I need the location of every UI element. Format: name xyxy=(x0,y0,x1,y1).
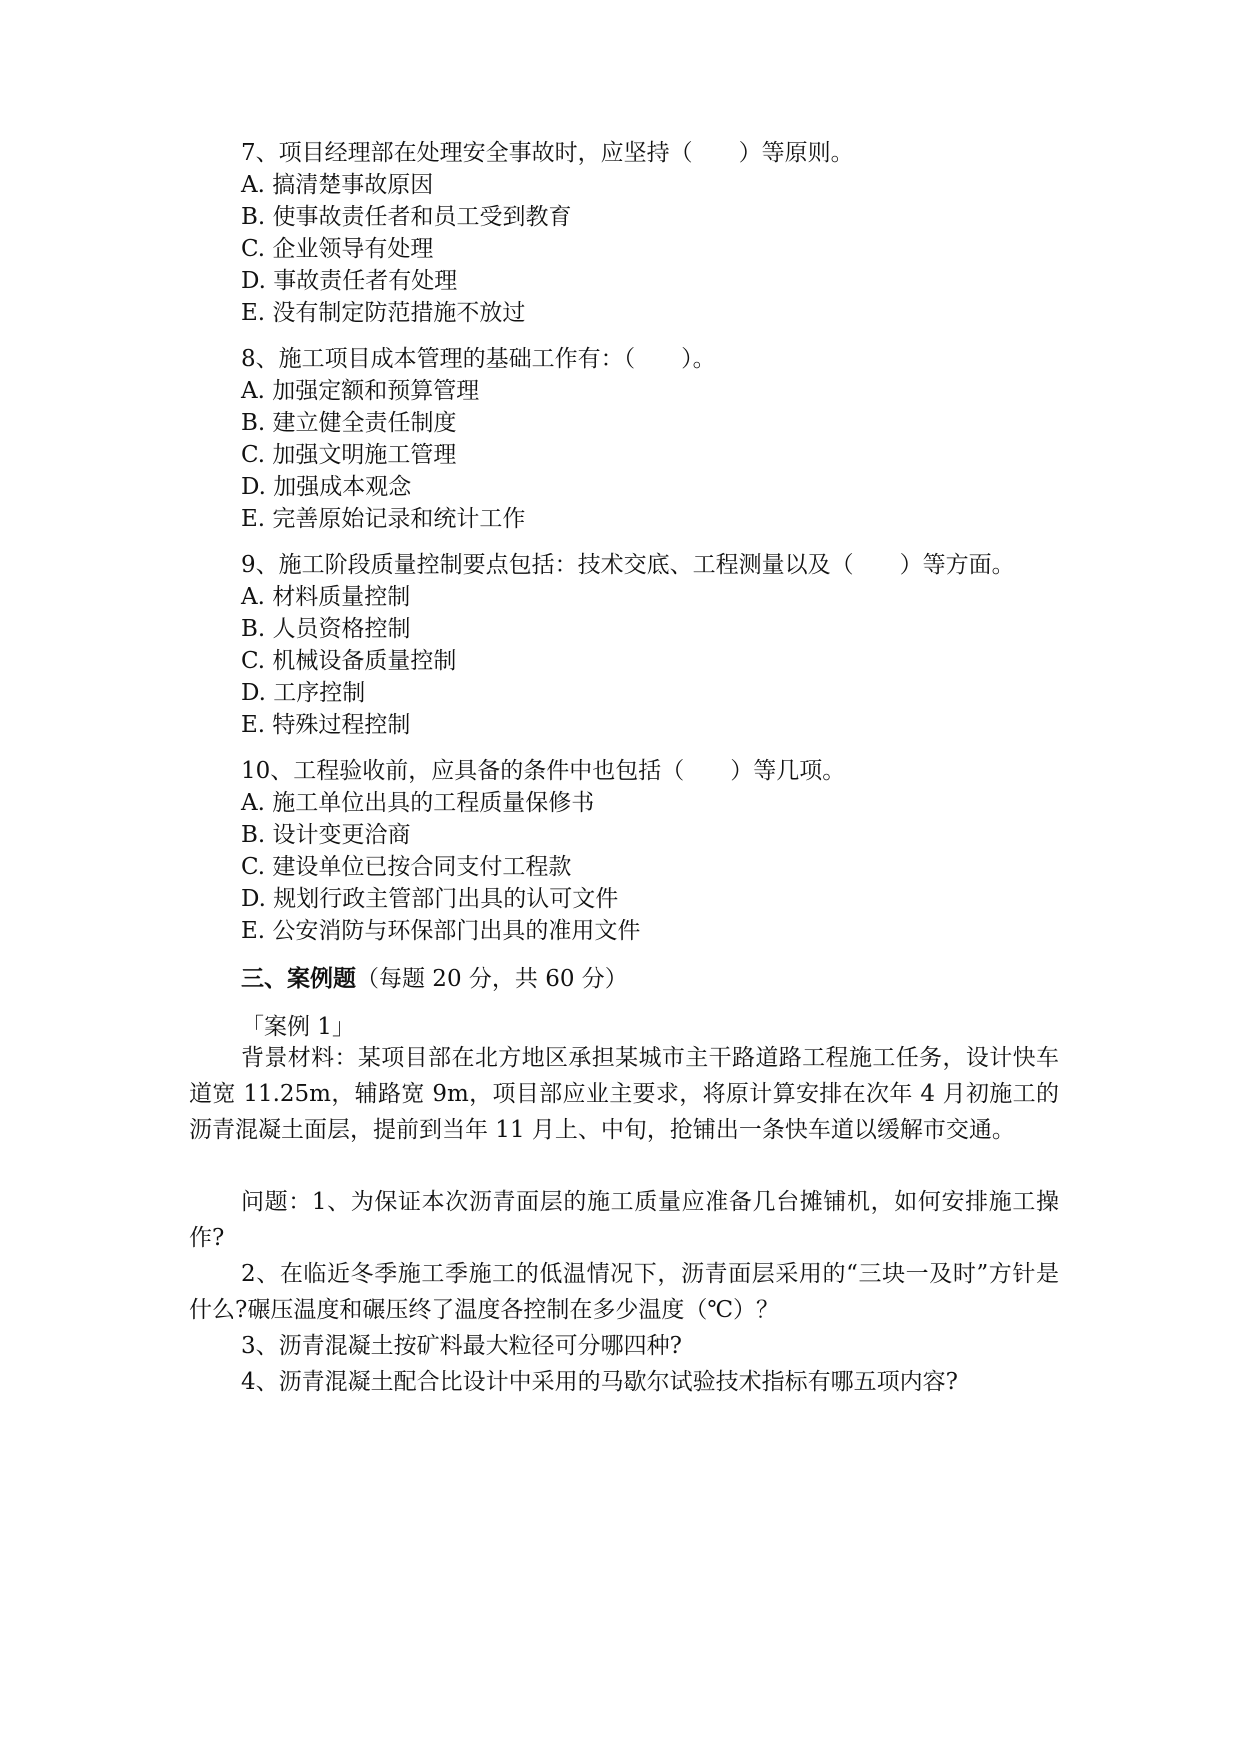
question-8-option-c: C. 加强文明施工管理 xyxy=(241,442,457,468)
question-10-option-c: C. 建设单位已按合同支付工程款 xyxy=(241,854,572,880)
question-7-option-d: D. 事故责任者有处理 xyxy=(241,268,458,294)
question-9-stem: 9、施工阶段质量控制要点包括：技术交底、工程测量以及（ ）等方面。 xyxy=(241,552,1015,578)
case-1-question-4: 4、沥青混凝土配合比设计中采用的马歇尔试验技术指标有哪五项内容? xyxy=(241,1369,958,1395)
case-1-background: 背景材料：某项目部在北方地区承担某城市主干路道路工程施工任务，设计快车道宽 11.25m，辅路宽 9m，项目部应业主要求，将原计算安排在次年 4 月初施工的沥青混凝土面层，提前到当年 11 月上、中旬，抢铺出一条快车道以缓解市交通。 xyxy=(189,1045,1059,1143)
case-1-question-3: 3、沥青混凝土按矿料最大粒径可分哪四种? xyxy=(241,1333,682,1359)
question-7-option-a: A. 搞清楚事故原因 xyxy=(241,172,434,198)
case-1-label: 「案例 1」 xyxy=(241,1014,355,1040)
question-8-option-d: D. 加强成本观念 xyxy=(241,474,412,500)
question-7-option-c: C. 企业领导有处理 xyxy=(241,236,434,262)
case-1-question-1: 问题：1、为保证本次沥青面层的施工质量应准备几台摊铺机，如何安排施工操作? xyxy=(189,1189,1059,1251)
question-7-option-e: E. 没有制定防范措施不放过 xyxy=(241,300,526,326)
question-9-option-b: B. 人员资格控制 xyxy=(241,616,411,642)
section-3-heading xyxy=(241,964,628,994)
question-10-option-b: B. 设计变更洽商 xyxy=(241,822,411,848)
question-7-option-b: B. 使事故责任者和员工受到教育 xyxy=(241,204,572,230)
section-3-title: 三、案例题 xyxy=(241,966,356,992)
question-10-option-e: E. 公安消防与环保部门出具的准用文件 xyxy=(241,918,641,944)
question-9-option-c: C. 机械设备质量控制 xyxy=(241,648,457,674)
question-9-option-e: E. 特殊过程控制 xyxy=(241,712,411,738)
question-8-option-e: E. 完善原始记录和统计工作 xyxy=(241,506,526,532)
question-10-stem: 10、工程验收前，应具备的条件中也包括（ ）等几项。 xyxy=(241,758,846,784)
question-10-option-d: D. 规划行政主管部门出具的认可文件 xyxy=(241,886,619,912)
question-10-option-a: A. 施工单位出具的工程质量保修书 xyxy=(241,790,595,816)
question-7-stem: 7、项目经理部在处理安全事故时，应坚持（ ）等原则。 xyxy=(241,140,854,166)
question-8-stem: 8、施工项目成本管理的基础工作有：（ ）。 xyxy=(241,346,716,372)
question-8-option-b: B. 建立健全责任制度 xyxy=(241,410,457,436)
case-1-question-2: 2、在临近冬季施工季施工的低温情况下，沥青面层采用的“三块一及时”方针是什么?碾压温度和碾压终了温度各控制在多少温度（℃）？ xyxy=(189,1261,1059,1323)
question-9-option-a: A. 材料质量控制 xyxy=(241,584,411,610)
question-9-option-d: D. 工序控制 xyxy=(241,680,366,706)
question-8-option-a: A. 加强定额和预算管理 xyxy=(241,378,480,404)
section-3-note: （每题 20 分，共 60 分） xyxy=(356,966,628,992)
